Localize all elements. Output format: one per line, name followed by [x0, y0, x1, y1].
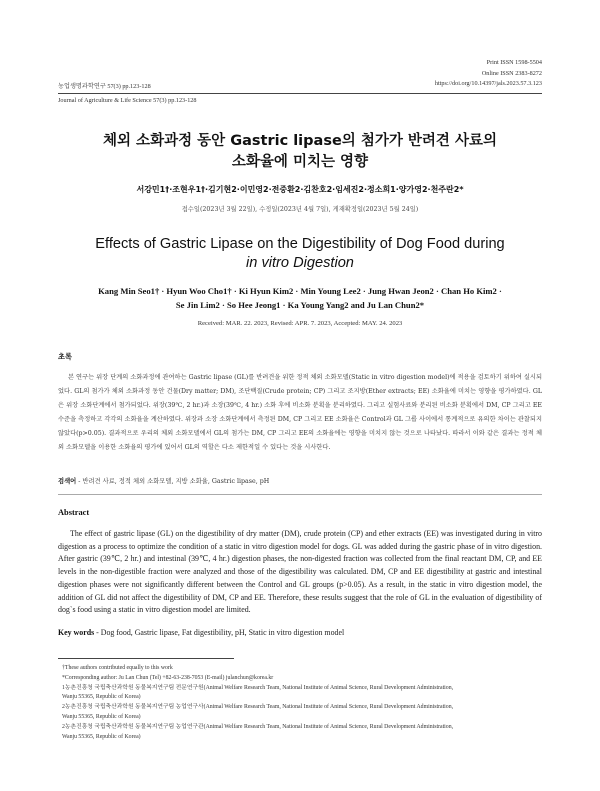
footnote-rule	[58, 658, 234, 659]
print-issn: Print ISSN 1598-5504	[486, 59, 542, 66]
abstract-en-heading: Abstract	[58, 508, 90, 517]
title-en-line1: Effects of Gastric Lipase on the Digestibility of Dog Food during	[95, 236, 505, 252]
issn-block	[435, 58, 542, 90]
footnote-corresponding: *Corresponding author: Ju Lan Chun (Tel) +82-63-238-7053 (E-mail) julanchun@korea.kr	[62, 674, 274, 681]
keywords-en-text: - Dog food, Gastric lipase, Fat digestibility, pH, Static in vitro digestion model	[94, 628, 345, 637]
footnote-aff3-cont: Wanju 55365, Republic of Korea)	[62, 733, 141, 740]
footnote-aff2: 2농촌진흥청 국립축산과학원 동물복지연구팀 농업연구사(Animal Welfare Research Team, National Institute of Animal Science, Rural Development Administration,	[62, 704, 454, 711]
header-rule	[58, 93, 542, 94]
abstract-en: The effect of gastric lipase (GL) on the digestibility of dry matter (DM), crude protein (CP) and ether extracts (EE) was investigated during in vitro digestion as a process to optimize the condition of a static in vitro digestion model for dogs. GL was added during the gastric phase of in vitro digestion. After gastric (39℃, 2 hr.) and intestinal (39℃, 4 hr.) digestion phases, the non-digested fraction was collected from the final reactant DM, CP, and EE levels in the non-digestible fraction were analyzed and those of the digestibility was calculated. DM, CP and EE digestibility at gastric and intestinal digestion phases were not significantly different between the Control and GL groups (p>0.05). As a result, in the static in vitro digestion model, the addition of GL did not affect the digestibility of DM, CP and EE. Therefore, these results suggest that the role of GL in the evaluation of digestibility of dog`s food using a static in vitro digestion model are limited.	[58, 529, 542, 615]
title-kr	[0, 131, 600, 173]
journal-en: Journal of Agriculture & Life Science 57(3) pp.123-128	[58, 97, 197, 104]
footnote-aff2-cont: Wanju 55365, Republic of Korea)	[62, 713, 141, 720]
authors-en-line2: Se Jin Lim2 · So Hee Jeong1 · Ka Young Yang2 and Ju Lan Chun2*	[175, 300, 425, 310]
abstract-kr: 본 연구는 위장 단계의 소화과정에 관여하는 Gastric lipase (GL)를 반려견을 위한 정적 체외 소화모델(Static in vitro digestion model)에 적용을 검토하기 위하여 실시되었다. GL의 첨가가 체외 소화과정 동안 건물(Dry matter; DM), 조단백질(Crude protein; CP) 그리고 조지방(Ether extracts; EE) 소화율에 미치는 영향을 평가하였다. GL은 위장 소화단계에서 첨가되었다. 위장(39℃, 2 hr.)과 소장(39℃, 4 hr.) 소화 후에 비소화 분획을 분리하였다. 그리고 실험사료와 분리된 비소화 분획에서 DM, CP 그리고 EE 수준을 측정하고 각각의 소화율을 계산하였다. 위장과 소장 소화단계에서 측정된 DM, CP 그리고 EE 소화율은 Control과 GL 그룹 사이에서 통계적으로 유의한 차이는 관찰되지 않았다(p>0.05). 결과적으로 우리의 체외 소화모델에서 GL의 첨가는 DM, CP 그리고 EE의 소화율에는 영향을 미치지 않는 것으로 나타났다. 따라서 이와 같은 결과는 정적 체외 소화모델을 이용한 소화율의 평가에 있어서 GL의 역할은 다소 제한적일 수 있다는 것을 시사한다.	[58, 374, 542, 451]
keywords-kr-text: - 반려견 사료, 정적 체외 소화모델, 지방 소화율, Gastric lipase, pH	[76, 478, 270, 485]
keywords-kr-label: 검색어	[58, 478, 77, 485]
footnote-aff3: 2농촌진흥청 국립축산과학원 동물복지연구팀 농업연구관(Animal Welfare Research Team, National Institute of Animal Science, Rural Development Administration,	[62, 723, 454, 730]
authors-kr: 서강민1†·조현우1†·김기현2·이민영2·전중환2·김찬호2·임세진2·정소희1·양가영2·천주란2*	[136, 185, 464, 194]
journal-kr: 농업생명과학연구 57(3) pp.123-128	[58, 83, 151, 90]
section-rule	[58, 494, 542, 495]
authors-en	[40, 284, 560, 312]
footnote-aff1-cont: Wanju 55365, Republic of Korea)	[62, 694, 141, 701]
title-kr-line2: 소화율에 미치는 영향	[231, 154, 369, 170]
title-en-line2: in vitro Digestion	[246, 255, 354, 271]
abstract-kr-heading: 초록	[58, 352, 72, 361]
doi-link[interactable]: https://doi.org/10.14397/jals.2023.57.3.123	[434, 80, 542, 87]
title-en	[0, 235, 600, 273]
title-kr-line1: 체외 소화과정 동안 Gastric lipase의 첨가가 반려견 사료의	[103, 133, 497, 149]
dates-kr: 접수일(2023년 3월 22일), 수정일(2023년 4월 7일), 게재확정일(2023년 5월 24일)	[181, 206, 419, 213]
footnotes	[58, 664, 542, 742]
keywords-en	[58, 628, 344, 637]
keywords-en-label: Key words	[58, 628, 95, 637]
dates-en: Received: MAR. 22. 2023, Revised: APR. 7. 2023, Accepted: MAY. 24. 2023	[197, 320, 403, 327]
keywords-kr	[58, 476, 269, 485]
online-issn: Online ISSN 2383-8272	[481, 69, 542, 77]
footnote-aff1: 1농촌진흥청 국립축산과학원 동물복지연구팀 전문연구원(Animal Welfare Research Team, National Institute of Animal Science, Rural Development Administration,	[62, 684, 454, 691]
footnote-equal: †These authors contributed equally to this work	[62, 665, 173, 671]
authors-en-line1: Kang Min Seo1† · Hyun Woo Cho1† · Ki Hyun Kim2 · Min Young Lee2 · Jung Hwan Jeon2 · Chan Ho Kim2 ·	[98, 286, 502, 296]
